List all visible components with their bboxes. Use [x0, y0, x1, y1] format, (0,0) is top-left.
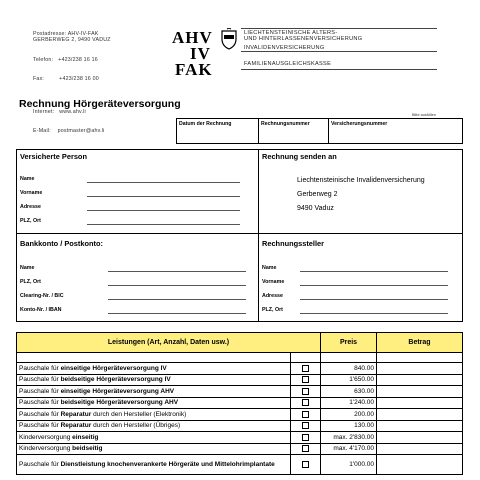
contact-phone: Telefon: +423/238 16 16	[33, 57, 98, 64]
bank-iban-label: Konto-Nr. / IBAN	[20, 307, 62, 313]
services-header: Leistungen (Art, Anzahl, Daten usw.)	[17, 333, 321, 353]
issuer-name-label: Name	[262, 265, 277, 271]
send-to-line: 9490 Vaduz	[297, 205, 334, 212]
price-cell: 130.00	[321, 420, 377, 432]
org-line: LIECHTENSTEINISCHE ALTERS-	[244, 30, 338, 36]
service-text: durch den Hersteller (Elektronik)	[91, 410, 187, 418]
table-row	[17, 386, 463, 398]
select-checkbox[interactable]	[291, 409, 321, 421]
insurance-number-field[interactable]	[329, 128, 462, 143]
service-text: Pauschale für	[19, 387, 61, 395]
invoice-date-label: Datum der Rechnung	[179, 121, 232, 127]
org-line-fak: FAMILIENAUSGLEICHSKASSE	[244, 61, 332, 67]
select-checkbox[interactable]	[291, 363, 321, 375]
service-text: Kinderversorgung	[19, 445, 73, 453]
select-checkbox[interactable]	[291, 432, 321, 444]
service-cell	[17, 432, 291, 444]
send-to-section-title: Rechnung senden an	[262, 152, 337, 161]
amount-cell[interactable]	[377, 432, 463, 444]
bank-section-title: Bankkonto / Postkonto:	[20, 239, 103, 248]
amount-cell[interactable]	[377, 420, 463, 432]
checkbox-icon[interactable]	[302, 365, 309, 372]
price-cell: 840.00	[321, 363, 377, 375]
select-checkbox[interactable]	[291, 374, 321, 386]
price-cell: 1'650.00	[321, 374, 377, 386]
issuer-address-label: Adresse	[262, 293, 283, 299]
table-row	[17, 363, 463, 375]
logo-text-block	[244, 30, 444, 51]
page-title: Rechnung Hörgeräteversorgung	[19, 98, 181, 110]
checkbox-icon[interactable]	[302, 411, 309, 418]
insured-address-label: Adresse	[20, 204, 41, 210]
invoice-date-field[interactable]	[177, 128, 257, 143]
service-text-bold: einseitige Hörgeräteversorgung IV	[60, 364, 167, 372]
service-text: Pauschale für	[19, 460, 61, 468]
table-header-row	[17, 333, 463, 353]
amount-cell[interactable]	[377, 409, 463, 421]
service-text: durch den Hersteller (Übriges)	[91, 422, 181, 430]
service-text: Kinderversorgung	[19, 433, 73, 441]
table-row	[17, 443, 463, 455]
logo-word-fak: FAK	[175, 60, 213, 79]
service-text: Pauschale für	[19, 422, 61, 430]
price-cell: 630.00	[321, 386, 377, 398]
address-line: GERBERWEG 2, 9490 VADUZ	[33, 37, 111, 44]
service-cell	[17, 386, 291, 398]
checkbox-icon[interactable]	[302, 445, 309, 452]
grid-vertical-divider	[258, 149, 259, 322]
amount-header: Betrag	[377, 333, 463, 353]
issuer-address-field[interactable]	[300, 299, 448, 300]
service-text-bold: Reparatur	[60, 410, 92, 418]
bank-city-field[interactable]	[108, 285, 246, 286]
invoice-number-field[interactable]	[259, 128, 327, 143]
invoice-number-label: Rechnungsnummer	[261, 121, 310, 127]
issuer-firstname-label: Vorname	[262, 279, 285, 285]
logo-word-ahv: AHV	[172, 28, 213, 47]
price-cell: max. 4'170.00	[321, 443, 377, 455]
logo-rule-bottom	[241, 69, 437, 70]
amount-cell[interactable]	[377, 386, 463, 398]
checkbox-icon[interactable]	[302, 399, 309, 406]
org-line: INVALIDENVERSICHERUNG	[244, 44, 325, 51]
bank-clearing-field[interactable]	[108, 299, 246, 300]
send-to-line: Gerberweg 2	[297, 191, 338, 198]
logo-word-iv: IV	[190, 44, 211, 63]
bank-name-field[interactable]	[108, 271, 246, 272]
select-checkbox[interactable]	[291, 386, 321, 398]
services-table	[16, 332, 463, 475]
price-cell: max. 2'830.00	[321, 432, 377, 444]
insured-address-field[interactable]	[87, 210, 240, 211]
bank-name-label: Name	[20, 265, 35, 271]
contact-internet: Internet: www.ahv.li	[33, 109, 86, 116]
service-text: Pauschale für	[19, 410, 61, 418]
logo	[170, 26, 240, 79]
table-row	[17, 455, 463, 475]
table-row	[17, 432, 463, 444]
header-contacts	[33, 45, 173, 140]
header-address	[33, 31, 173, 43]
service-text-bold: Reparatur	[60, 422, 92, 430]
service-cell	[17, 397, 291, 409]
service-text: Pauschale für	[19, 399, 61, 407]
issuer-city-label: PLZ, Ort	[262, 307, 283, 313]
send-to-address	[297, 174, 425, 216]
service-text: Pauschale für	[19, 376, 61, 384]
insured-city-field[interactable]	[87, 224, 240, 225]
bank-iban-field[interactable]	[108, 313, 246, 314]
table-row	[17, 374, 463, 386]
amount-cell[interactable]	[377, 397, 463, 409]
insurance-number-label: Versicherungsnummer	[331, 121, 388, 127]
amount-cell[interactable]	[377, 455, 463, 475]
fill-note: Bitte ausfüllen	[412, 113, 436, 117]
service-cell	[17, 363, 291, 375]
send-to-line: Liechtensteinische Invalidenversicherung	[297, 177, 425, 184]
bank-clearing-label: Clearing-Nr. / BIC	[20, 293, 64, 299]
price-cell: 200.00	[321, 409, 377, 421]
service-text-bold: einseitig	[72, 433, 99, 441]
grid-horizontal-divider	[16, 233, 463, 234]
insured-firstname-field[interactable]	[87, 196, 240, 197]
insured-name-field[interactable]	[87, 182, 240, 183]
table-row	[17, 409, 463, 421]
amount-cell[interactable]	[377, 374, 463, 386]
insured-firstname-label: Vorname	[20, 190, 43, 196]
address-line: Postadresse: AHV-IV-FAK	[33, 31, 99, 37]
logo-rule-top	[241, 28, 437, 29]
service-cell	[17, 374, 291, 386]
service-text: Pauschale für	[19, 364, 61, 372]
price-header: Preis	[321, 333, 377, 353]
amount-cell[interactable]	[377, 443, 463, 455]
table-spacer-row	[17, 353, 463, 363]
insured-section-title: Versicherte Person	[20, 152, 87, 161]
table-row	[17, 420, 463, 432]
contact-email: E-Mail: postmaster@ahv.li	[33, 127, 105, 134]
service-cell	[17, 409, 291, 421]
issuer-city-field[interactable]	[300, 313, 448, 314]
price-cell: 1'000.00	[321, 455, 377, 475]
issuer-name-field[interactable]	[300, 271, 448, 272]
select-checkbox[interactable]	[291, 455, 321, 475]
select-checkbox[interactable]	[291, 397, 321, 409]
price-cell: 1'240.00	[321, 397, 377, 409]
service-text-bold: beidseitig	[72, 445, 103, 453]
service-cell	[17, 420, 291, 432]
insured-name-label: Name	[20, 176, 35, 182]
service-text-bold: beidseitige Hörgeräteversorgung AHV	[60, 399, 179, 407]
select-checkbox[interactable]	[291, 443, 321, 455]
table-row	[17, 397, 463, 409]
issuer-firstname-field[interactable]	[300, 285, 448, 286]
service-text-bold: beidseitige Hörgeräteversorgung IV	[60, 376, 171, 384]
checkbox-icon[interactable]	[302, 434, 309, 441]
checkbox-icon[interactable]	[302, 376, 309, 383]
service-text-bold: Dienstleistung knochenverankerte Hörgeräte und Mittelohrimplantate	[60, 460, 275, 468]
select-checkbox[interactable]	[291, 420, 321, 432]
checkbox-icon[interactable]	[302, 388, 309, 395]
checkbox-icon[interactable]	[302, 461, 309, 468]
coat-of-arms-icon	[218, 28, 240, 50]
amount-cell[interactable]	[377, 363, 463, 375]
insured-city-label: PLZ, Ort	[20, 218, 41, 224]
contact-fax: Fax: +423/238 16 00	[33, 76, 99, 83]
service-cell	[17, 443, 291, 455]
issuer-section-title: Rechnungssteller	[262, 239, 325, 248]
org-line: UND HINTERLASSENENVERSICHERUNG	[244, 36, 363, 43]
service-cell	[17, 455, 291, 475]
logo-rule-mid	[241, 51, 437, 52]
bank-city-label: PLZ, Ort	[20, 279, 41, 285]
service-text-bold: einseitige Hörgeräteversorgung AHV	[60, 387, 175, 395]
checkbox-icon[interactable]	[302, 422, 309, 429]
